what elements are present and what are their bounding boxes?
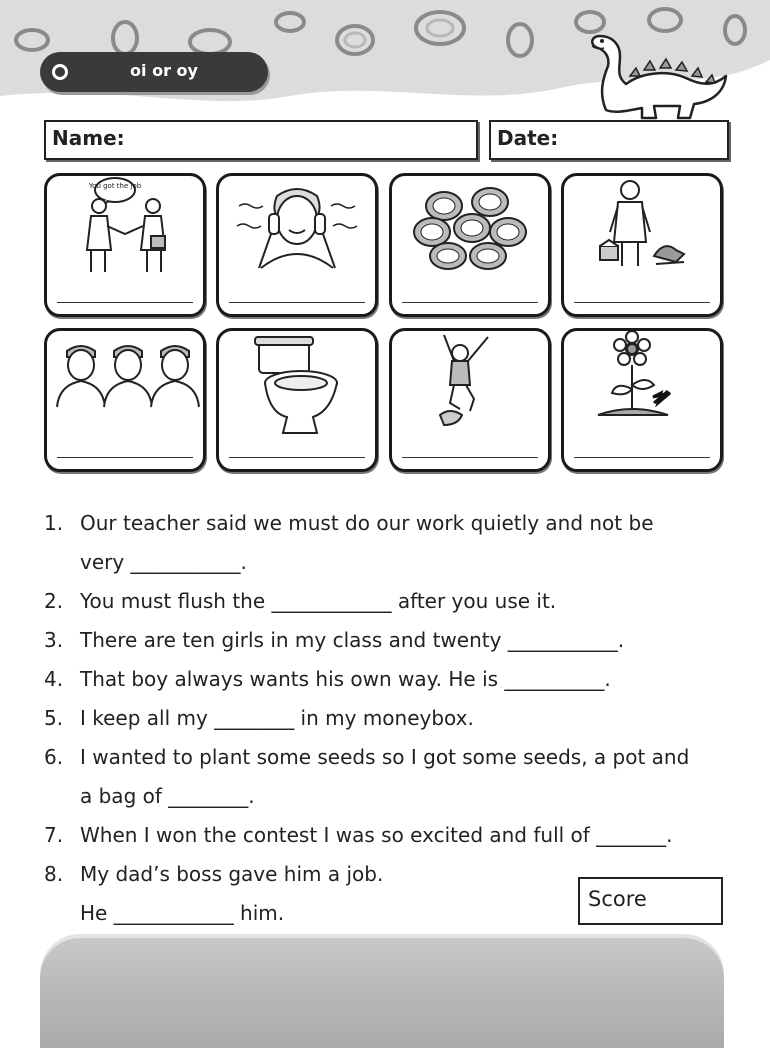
answer-line[interactable] xyxy=(57,302,193,303)
picture-card-job xyxy=(44,173,206,317)
question-text: Our teacher said we must do our work quietly and not be xyxy=(80,511,654,535)
footer-decoration xyxy=(40,938,724,1048)
picture-card-toilet xyxy=(216,328,378,472)
date-field[interactable] xyxy=(489,120,729,160)
handshake-icon xyxy=(47,176,203,314)
question-1 xyxy=(44,511,654,535)
question-1-continued xyxy=(80,550,247,574)
question-8 xyxy=(44,862,383,886)
question-text: You must flush the ____________ after you use it. xyxy=(80,589,557,613)
question-text: I wanted to plant some seeds so I got some seeds, a pot and xyxy=(80,745,690,769)
question-5 xyxy=(44,706,474,730)
question-7 xyxy=(44,823,673,847)
upset-man-icon xyxy=(564,176,720,314)
coins-icon xyxy=(392,176,548,314)
name-label: Name: xyxy=(52,126,125,150)
answer-line[interactable] xyxy=(574,302,710,303)
answer-line[interactable] xyxy=(402,457,538,458)
toilet-icon xyxy=(219,331,375,469)
question-number: 1. xyxy=(44,511,64,535)
question-number: 8. xyxy=(44,862,64,886)
question-number: 3. xyxy=(44,628,64,652)
question-6-continued xyxy=(80,784,255,808)
question-6 xyxy=(44,745,689,769)
flower-in-soil-icon xyxy=(564,331,720,469)
question-3 xyxy=(44,628,624,652)
three-boys-icon xyxy=(47,331,203,469)
question-8-continued xyxy=(80,901,284,925)
answer-line[interactable] xyxy=(57,457,193,458)
picture-card-coins xyxy=(389,173,551,317)
jumping-girl-icon xyxy=(392,331,548,469)
picture-card-joy xyxy=(389,328,551,472)
question-number: 5. xyxy=(44,706,64,730)
score-label: Score xyxy=(588,887,647,911)
question-number: 4. xyxy=(44,667,64,691)
picture-card-spoilt xyxy=(561,173,723,317)
question-text: He ____________ him. xyxy=(80,901,285,925)
worksheet-title: oi or oy xyxy=(130,61,198,80)
question-text: I keep all my ________ in my moneybox. xyxy=(80,706,474,730)
answer-line[interactable] xyxy=(402,302,538,303)
dinosaur-icon xyxy=(586,32,732,122)
score-box[interactable] xyxy=(578,877,723,925)
question-number: 6. xyxy=(44,745,64,769)
date-label: Date: xyxy=(497,126,559,150)
answer-line[interactable] xyxy=(229,302,365,303)
answer-line[interactable] xyxy=(229,457,365,458)
question-text: That boy always wants his own way. He is __________. xyxy=(80,667,611,691)
name-field[interactable] xyxy=(44,120,478,160)
question-2 xyxy=(44,589,556,613)
question-text: very ___________. xyxy=(80,550,247,574)
covering-ears-icon xyxy=(219,176,375,314)
question-4 xyxy=(44,667,611,691)
picture-card-noise xyxy=(216,173,378,317)
answer-line[interactable] xyxy=(574,457,710,458)
question-number: 7. xyxy=(44,823,64,847)
question-text: My dad’s boss gave him a job. xyxy=(80,862,384,886)
question-text: a bag of ________. xyxy=(80,784,255,808)
question-number: 2. xyxy=(44,589,64,613)
question-text: There are ten girls in my class and twenty ___________. xyxy=(80,628,625,652)
picture-card-soil xyxy=(561,328,723,472)
worksheet-title-pill xyxy=(40,52,268,92)
picture-card-boys xyxy=(44,328,206,472)
speech-bubble-text: You got the job xyxy=(88,182,142,190)
question-text: When I won the contest I was so excited and full of _______. xyxy=(80,823,673,847)
